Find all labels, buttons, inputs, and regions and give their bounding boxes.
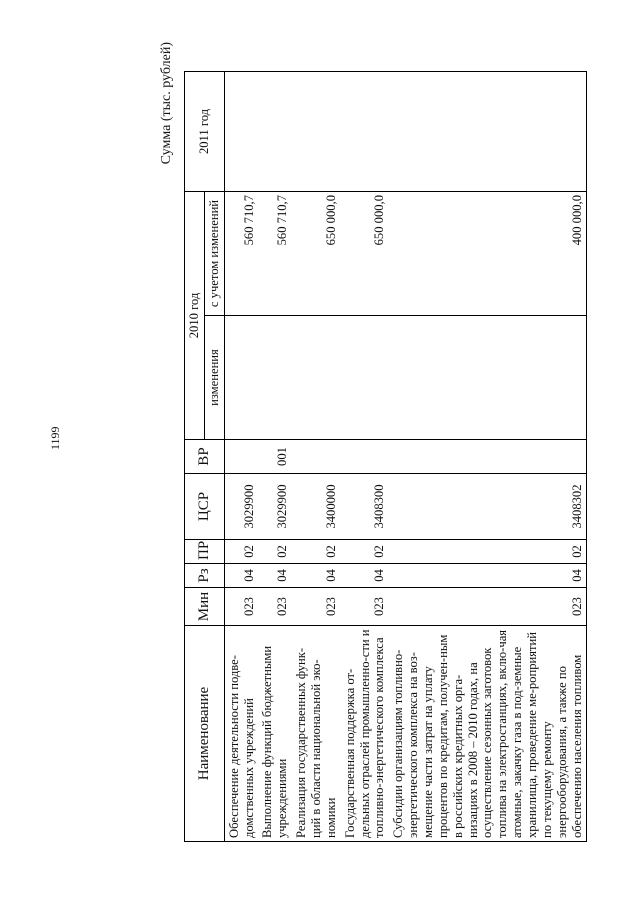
row-pr: 02 xyxy=(258,540,292,564)
row-min: 023 xyxy=(389,588,587,626)
row-vr xyxy=(389,440,587,474)
page-number: 1199 xyxy=(48,426,62,450)
budget-table xyxy=(184,71,587,842)
row-year-2011 xyxy=(258,72,292,192)
row-min: 023 xyxy=(341,588,390,626)
row-with-changes: 560 710,7 xyxy=(224,192,258,316)
header-year-2011: 2011 год xyxy=(185,72,225,192)
row-changes xyxy=(292,316,341,440)
row-vr: 001 xyxy=(258,440,292,474)
row-year-2011 xyxy=(292,72,341,192)
row-name: Выполнение функций бюджетными учреждениями xyxy=(258,626,292,842)
header-pr: ПР xyxy=(185,540,225,564)
header-rz: Рз xyxy=(185,564,225,588)
row-min: 023 xyxy=(258,588,292,626)
row-pr: 02 xyxy=(224,540,258,564)
row-pr: 02 xyxy=(292,540,341,564)
rotated-page xyxy=(154,42,640,842)
row-rz: 04 xyxy=(389,564,587,588)
row-changes xyxy=(341,316,390,440)
row-rz: 04 xyxy=(224,564,258,588)
row-name: Реализация государственных функ-ций в области национальной эко-номики xyxy=(292,626,341,842)
row-with-changes: 650 000,0 xyxy=(292,192,341,316)
row-name: Субсидии организациям топливно-энергетического комплекса на воз-мещение части затрат на уплату процентов по кредитам, получен-ным в российских кредитных орга-низациях в 2008 – 2010 годах, на осуществление сезонных заготовок топлива на электростанциях, вклю-чая атомные, закачку газа в под-земные хранилища, проведение ме-роприятий по текущему ремонту энергооборудования, а также по обеспечению населения топливом xyxy=(389,626,587,842)
row-rz: 04 xyxy=(292,564,341,588)
row-pr: 02 xyxy=(389,540,587,564)
row-csr: 3029900 xyxy=(258,474,292,540)
unit-label: Сумма (тыс. рублей) xyxy=(159,42,174,165)
row-min: 023 xyxy=(292,588,341,626)
row-rz: 04 xyxy=(258,564,292,588)
row-with-changes: 650 000,0 xyxy=(341,192,390,316)
row-min: 023 xyxy=(224,588,258,626)
row-csr: 3408302 xyxy=(389,474,587,540)
header-changes: изменения xyxy=(204,316,224,440)
row-vr xyxy=(224,440,258,474)
header-csr: ЦСР xyxy=(185,474,225,540)
header-name: Наименование xyxy=(185,626,225,842)
row-with-changes: 400 000,0 xyxy=(389,192,587,316)
row-with-changes: 560 710,7 xyxy=(258,192,292,316)
row-csr: 3408300 xyxy=(341,474,390,540)
row-year-2011 xyxy=(224,72,258,192)
row-csr: 3400000 xyxy=(292,474,341,540)
row-changes xyxy=(389,316,587,440)
header-with-changes: с учетом изменений xyxy=(204,192,224,316)
row-pr: 02 xyxy=(341,540,390,564)
row-rz: 04 xyxy=(341,564,390,588)
header-year-2010: 2010 год xyxy=(185,192,205,440)
row-name: Обеспечение деятельности подве-домственных учреждений xyxy=(224,626,258,842)
row-year-2011 xyxy=(389,72,587,192)
row-vr xyxy=(341,440,390,474)
table-row xyxy=(258,72,292,842)
row-name: Государственная поддержка от-дельных отраслей промышленно-сти и топливно-энергетического комплекса xyxy=(341,626,390,842)
table-row xyxy=(389,72,587,842)
table-row xyxy=(224,72,258,842)
row-changes xyxy=(258,316,292,440)
header-min: Мин xyxy=(185,588,225,626)
row-year-2011 xyxy=(341,72,390,192)
row-changes xyxy=(224,316,258,440)
header-vr: ВР xyxy=(185,440,225,474)
table-row xyxy=(341,72,390,842)
table-row xyxy=(292,72,341,842)
row-vr xyxy=(292,440,341,474)
row-csr: 3029900 xyxy=(224,474,258,540)
